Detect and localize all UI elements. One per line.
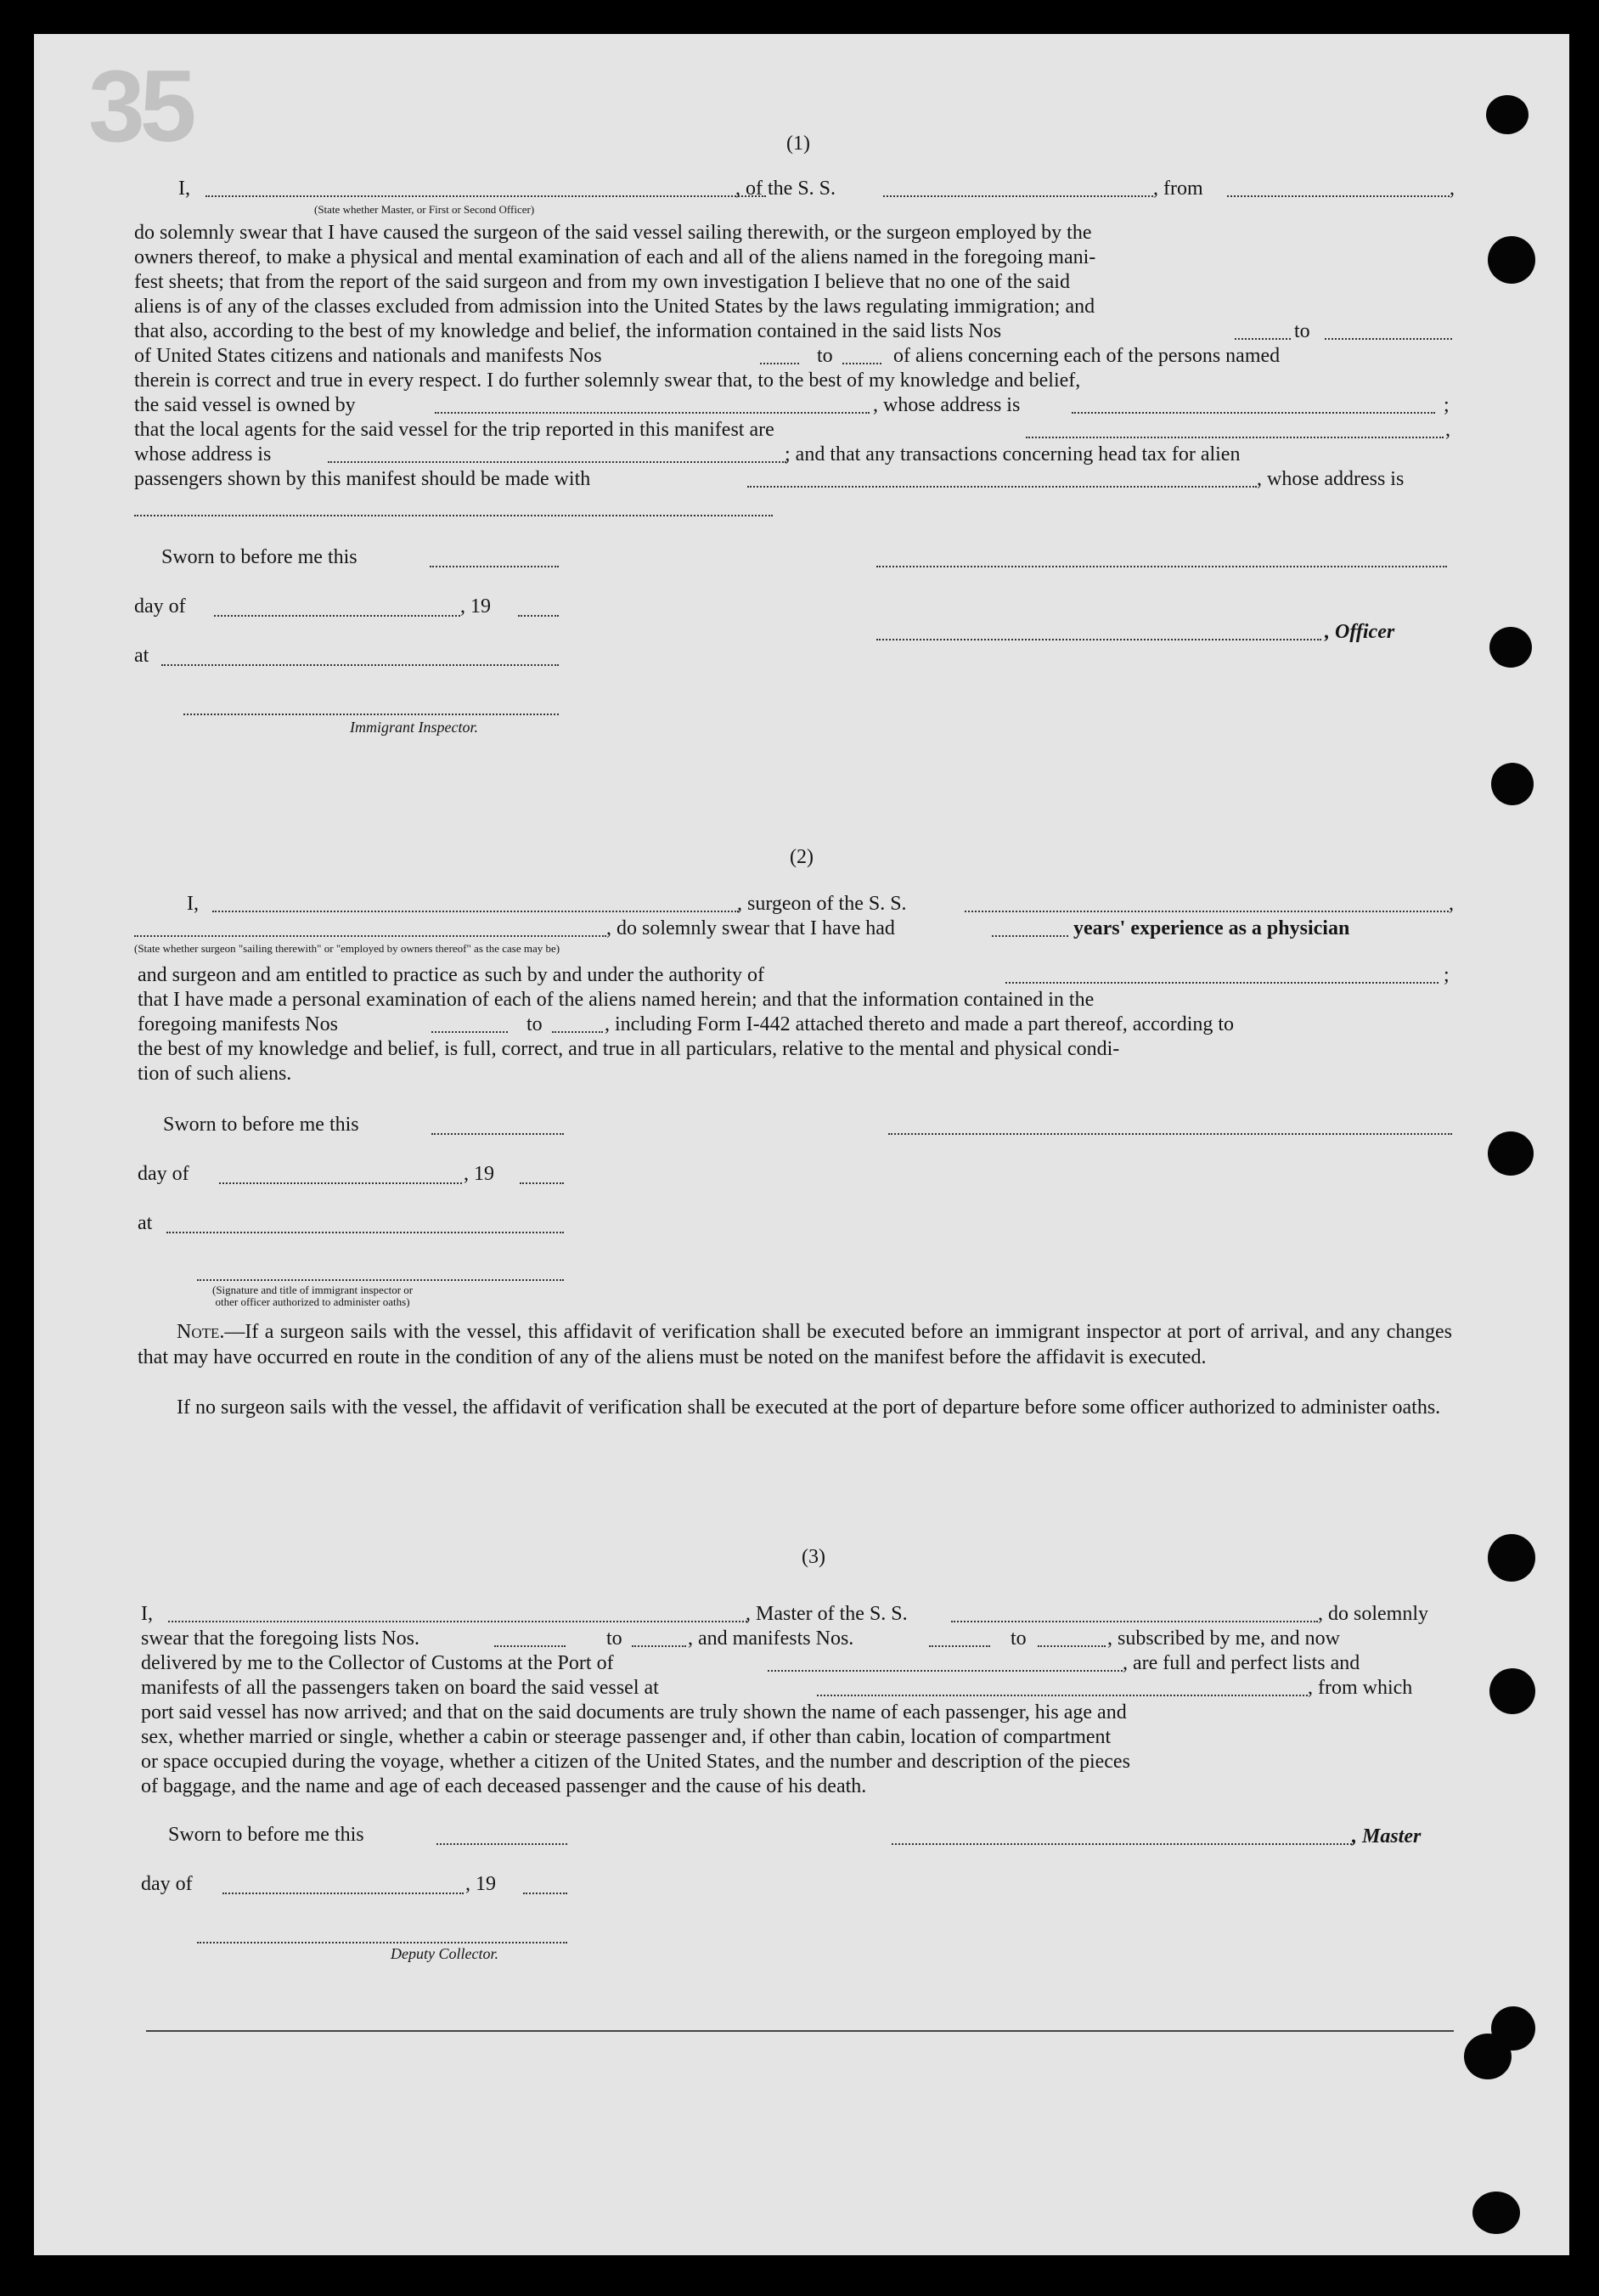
s1-year: , 19	[460, 595, 491, 618]
s3-para-line: of baggage, and the name and age of each deceased passenger and the cause of his death.	[141, 1775, 867, 1797]
s2-para-line: the best of my knowledge and belief, is full, correct, and true in all particulars, relative to the mental and physical condi-	[138, 1038, 1120, 1060]
s2-para-line: tion of such aliens.	[138, 1063, 292, 1085]
s2-sworn-day-field[interactable]	[431, 1133, 564, 1135]
s1-agents-address-field[interactable]	[328, 461, 786, 463]
s1-manifests-from-field[interactable]	[760, 363, 799, 364]
s1-semicolon: ;	[1444, 394, 1450, 416]
s1-lists-to-field[interactable]	[1325, 338, 1452, 340]
s1-month-field[interactable]	[214, 615, 460, 617]
s3-i: I,	[141, 1603, 153, 1625]
s1-at-field[interactable]	[161, 664, 559, 666]
s1-lists-from-field[interactable]	[1235, 338, 1291, 340]
s1-agents-field[interactable]	[1026, 437, 1444, 438]
s1-to: to	[1294, 320, 1310, 342]
s2-inspector-signature-line[interactable]	[197, 1279, 564, 1281]
s2-note-label: Note.	[177, 1321, 225, 1343]
s2-manifests-from-field[interactable]	[431, 1031, 508, 1033]
s3-swear: swear that the foregoing lists Nos.	[141, 1628, 419, 1650]
punch-hole	[1472, 2192, 1520, 2234]
s1-para-line: owners thereof, to make a physical and mental examination of each and all of the aliens named in the foregoing mani-	[134, 246, 1096, 268]
punch-hole	[1489, 627, 1532, 668]
s3-port-field[interactable]	[768, 1670, 1123, 1672]
s1-whose-address-is: , whose address is	[1257, 468, 1405, 490]
section-1-number: (1)	[786, 133, 810, 155]
s2-note-paragraph	[138, 1320, 1452, 1370]
s1-inspector-label: Immigrant Inspector.	[350, 719, 478, 736]
stamped-number: 35	[88, 49, 192, 163]
s1-comma: ,	[1450, 178, 1455, 200]
s2-day-of: day of	[138, 1163, 189, 1185]
s1-sworn-day-field[interactable]	[430, 566, 559, 567]
s3-to-2: to	[1011, 1628, 1027, 1650]
s2-month-field[interactable]	[219, 1182, 462, 1184]
s3-delivered: delivered by me to the Collector of Customs at the Port of	[141, 1652, 614, 1674]
s3-lists-from-field[interactable]	[494, 1645, 566, 1647]
s2-vessel-field[interactable]	[965, 911, 1449, 912]
s3-day-of: day of	[141, 1873, 193, 1895]
s3-manifests-to-field[interactable]	[1038, 1645, 1106, 1647]
s1-day-of: day of	[134, 595, 186, 618]
s1-officer-line[interactable]	[876, 639, 1321, 640]
s2-status-field[interactable]	[134, 935, 606, 937]
s2-at: at	[138, 1212, 153, 1234]
s3-collector-signature-line[interactable]	[197, 1942, 567, 1943]
s2-i: I,	[187, 893, 199, 915]
s3-manifests-all: manifests of all the passengers taken on board the said vessel at	[141, 1677, 659, 1699]
s2-including: , including Form I-442 attached thereto and made a part thereof, according to	[605, 1013, 1235, 1035]
s3-vessel-field[interactable]	[951, 1621, 1318, 1622]
s2-surgeon-signature-line[interactable]	[888, 1133, 1452, 1135]
bottom-rule	[146, 2030, 1454, 2032]
s3-manifests: , and manifests Nos.	[688, 1628, 854, 1650]
s2-note-text: —If a surgeon sails with the vessel, this affidavit of verification shall be executed before an immigrant inspector at port of arrival, and any changes that may have occurred en route in the condition of any of the aliens must be noted on the manifest before the affidavit is executed.	[138, 1321, 1452, 1368]
s3-year: , 19	[465, 1873, 496, 1895]
s1-year-field[interactable]	[518, 615, 559, 617]
s2-to: to	[526, 1013, 543, 1035]
s1-para-line: of United States citizens and nationals and manifests Nos	[134, 345, 602, 367]
punch-hole	[1486, 95, 1529, 134]
s1-para-line: do solemnly swear that I have caused the surgeon of the said vessel sailing therewith, or the surgeon employed by the	[134, 222, 1092, 244]
s1-aliens-concerning: of aliens concerning each of the persons named	[893, 345, 1281, 367]
s3-full: , are full and perfect lists and	[1123, 1652, 1360, 1674]
s1-officer-name-field[interactable]	[206, 195, 766, 197]
s2-sworn: Sworn to before me this	[163, 1114, 359, 1136]
s3-year-field[interactable]	[523, 1893, 567, 1894]
s1-para-line: whose address is	[134, 443, 272, 465]
s1-owner-field[interactable]	[435, 412, 870, 414]
manifest-affidavit-page	[34, 34, 1569, 2255]
s1-para-line: therein is correct and true in every respect. I do further solemnly swear that, to the best of my knowledge and belief,	[134, 370, 1081, 392]
s2-manifests-to-field[interactable]	[552, 1031, 603, 1033]
s1-para-line: fest sheets; that from the report of the said surgeon and from my own investigation I believe that no one of the said	[134, 271, 1070, 293]
s3-collector-label: Deputy Collector.	[391, 1945, 498, 1962]
s2-para-line: foregoing manifests Nos	[138, 1013, 338, 1035]
punch-hole	[1488, 1131, 1534, 1176]
s1-from-field[interactable]	[1227, 195, 1450, 197]
s1-whose-address: , whose address is	[873, 394, 1021, 416]
s1-para-line: aliens is of any of the classes excluded from admission into the United States by the laws regulating immigration; and	[134, 296, 1095, 318]
section-2-number: (2)	[790, 846, 814, 868]
s1-para-line: the said vessel is owned by	[134, 394, 356, 416]
s2-at-field[interactable]	[166, 1232, 564, 1233]
punch-hole	[1491, 763, 1534, 805]
s2-authority-field[interactable]	[1005, 982, 1439, 984]
s3-do-solemnly: , do solemnly	[1318, 1603, 1428, 1625]
s1-comma-2: ,	[1445, 419, 1450, 441]
s3-para-line: port said vessel has now arrived; and that on the said documents are truly shown the name of each passenger, his age and	[141, 1701, 1127, 1723]
s2-signature-note: (Signature and title of immigrant inspector or other officer authorized to administer oaths)	[212, 1283, 414, 1308]
s3-embark-field[interactable]	[817, 1695, 1308, 1696]
s2-year-field[interactable]	[520, 1182, 564, 1184]
s1-sworn: Sworn to before me this	[161, 546, 358, 568]
s3-sworn-day-field[interactable]	[436, 1843, 567, 1845]
s1-owner-address-field[interactable]	[1072, 412, 1435, 414]
s3-sworn: Sworn to before me this	[168, 1824, 364, 1846]
s2-years-label: years' experience as a physician	[1073, 917, 1350, 939]
s2-surgeon-of: , surgeon of the S. S.	[737, 893, 907, 915]
s3-para-line: sex, whether married or single, whether a cabin or steerage passenger and, if other than cabin, location of compartment	[141, 1726, 1112, 1748]
s2-para-line: and surgeon and am entitled to practice as such by and under the authority of	[138, 964, 764, 986]
s1-para-line: passengers shown by this manifest should be made with	[134, 468, 591, 490]
s1-officer-note: (State whether Master, or First or Second Officer)	[314, 203, 535, 216]
s2-year: , 19	[464, 1163, 494, 1185]
s1-from: , from	[1153, 178, 1203, 200]
s1-to-2: to	[817, 345, 833, 367]
s3-lists-to-field[interactable]	[632, 1645, 686, 1647]
s1-officer-label: , Officer	[1325, 621, 1395, 643]
s3-to: to	[606, 1628, 622, 1650]
punch-hole	[1488, 236, 1535, 284]
s3-master-of: , Master of the S. S.	[746, 1603, 908, 1625]
s2-status-note: (State whether surgeon "sailing therewith" or "employed by owners thereof" as the case may be)	[134, 942, 560, 955]
s3-master-name-field[interactable]	[168, 1621, 747, 1622]
s3-month-field[interactable]	[222, 1893, 464, 1894]
s1-para-line: that the local agents for the said vessel for the trip reported in this manifest are	[134, 419, 774, 441]
s2-years-field[interactable]	[992, 935, 1068, 937]
s2-note2-text: If no surgeon sails with the vessel, the affidavit of verification shall be executed at the port of departure before some officer authorized to administer oaths.	[177, 1396, 1441, 1419]
section-3-number: (3)	[802, 1546, 825, 1568]
s1-inspector-signature-line[interactable]	[183, 714, 559, 715]
s1-transactions: ; and that any transactions concerning head tax for alien	[785, 443, 1241, 465]
s1-headtax-field[interactable]	[747, 486, 1257, 488]
s1-headtax-address-field[interactable]	[134, 515, 773, 516]
s1-at: at	[134, 645, 149, 667]
s3-subscribed: , subscribed by me, and now	[1107, 1628, 1340, 1650]
s1-vessel-field[interactable]	[883, 195, 1153, 197]
s3-manifests-from-field[interactable]	[929, 1645, 990, 1647]
s1-i: I,	[178, 178, 190, 200]
punch-hole	[1489, 1668, 1535, 1714]
s2-surgeon-name-field[interactable]	[212, 911, 739, 912]
s3-from-which: , from which	[1308, 1677, 1413, 1699]
punch-hole	[1464, 2034, 1512, 2079]
s2-note2-paragraph	[138, 1396, 1452, 1421]
s1-manifests-to-field[interactable]	[842, 363, 881, 364]
s2-para-line: that I have made a personal examination of each of the aliens named herein; and that the information contained in the	[138, 989, 1095, 1011]
s1-of-the-ss: , of the S. S.	[735, 178, 836, 200]
s2-comma: ,	[1449, 893, 1454, 915]
s1-para-line: that also, according to the best of my knowledge and belief, the information contained in the said lists Nos	[134, 320, 1002, 342]
s2-swear: , do solemnly swear that I have had	[606, 917, 895, 939]
s2-semicolon: ;	[1444, 964, 1450, 986]
s3-master-label: , Master	[1352, 1825, 1422, 1848]
s1-officer-signature-line[interactable]	[876, 566, 1447, 567]
s3-master-signature-line[interactable]	[892, 1843, 1352, 1845]
s3-para-line: or space occupied during the voyage, whether a citizen of the United States, and the number and description of the pieces	[141, 1751, 1130, 1773]
